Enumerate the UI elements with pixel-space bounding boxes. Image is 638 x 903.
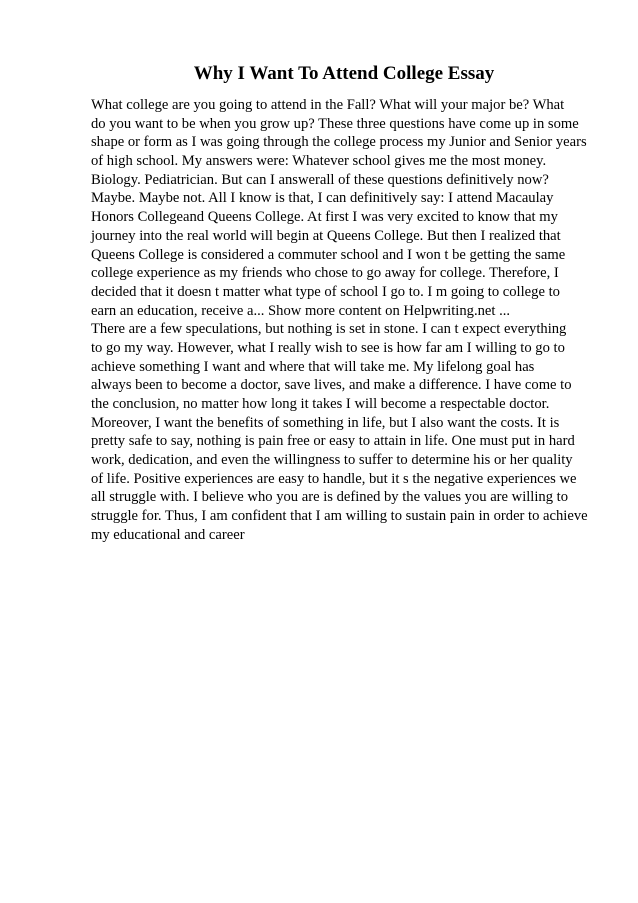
essay-line: struggle for. Thus, I am confident that I am willing to sustain pain in order to achieve — [91, 508, 588, 525]
essay-line: achieve something I want and where that will take me. My lifelong goal has — [91, 358, 535, 375]
essay-line: Queens College is considered a commuter school and I won t be getting the same — [91, 246, 566, 263]
essay-line: Honors Collegeand Queens College. At first I was very excited to know that my — [91, 209, 558, 226]
essay-line: college experience as my friends who chose to go away for college. Therefore, I — [91, 265, 559, 282]
essay-body — [91, 96, 611, 545]
essay-line: my educational and career — [91, 526, 245, 543]
essay-line: Maybe. Maybe not. All I know is that, I can definitively say: I attend Macaulay — [91, 190, 554, 207]
essay-line: earn an education, receive a... Show more content on Helpwriting.net ... — [91, 302, 511, 319]
essay-line: of high school. My answers were: Whatever school gives me the most money. — [91, 153, 547, 170]
essay-line: decided that it doesn t matter what type of school I go to. I m going to college to — [91, 283, 560, 300]
essay-title: Why I Want To Attend College Essay — [193, 63, 495, 84]
essay-line: always been to become a doctor, save lives, and make a difference. I have come to — [91, 377, 572, 394]
essay-line: pretty safe to say, nothing is pain free or easy to attain in life. One must put in hard — [91, 433, 575, 450]
essay-line: to go my way. However, what I really wish to see is how far am I willing to go to — [91, 339, 565, 356]
essay-line: work, dedication, and even the willingness to suffer to determine his or her quality — [91, 452, 573, 469]
essay-line: do you want to be when you grow up? These three questions have come up in some — [91, 115, 579, 132]
essay-line: all struggle with. I believe who you are is defined by the values you are willing to — [91, 489, 569, 506]
essay-line: journey into the real world will begin at Queens College. But then I realized that — [91, 227, 561, 244]
essay-line: Biology. Pediatrician. But can I answerall of these questions definitively now? — [91, 171, 549, 188]
essay-line: There are a few speculations, but nothing is set in stone. I can t expect everything — [91, 321, 567, 338]
essay-line: of life. Positive experiences are easy to handle, but it s the negative experiences we — [91, 470, 577, 487]
essay-line: shape or form as I was going through the college process my Junior and Senior years — [91, 134, 587, 151]
essay-line: Moreover, I want the benefits of something in life, but I also want the costs. It is — [91, 414, 560, 431]
essay-line: the conclusion, no matter how long it takes I will become a respectable doctor. — [91, 396, 550, 412]
essay-line: What college are you going to attend in the Fall? What will your major be? What — [91, 97, 565, 113]
